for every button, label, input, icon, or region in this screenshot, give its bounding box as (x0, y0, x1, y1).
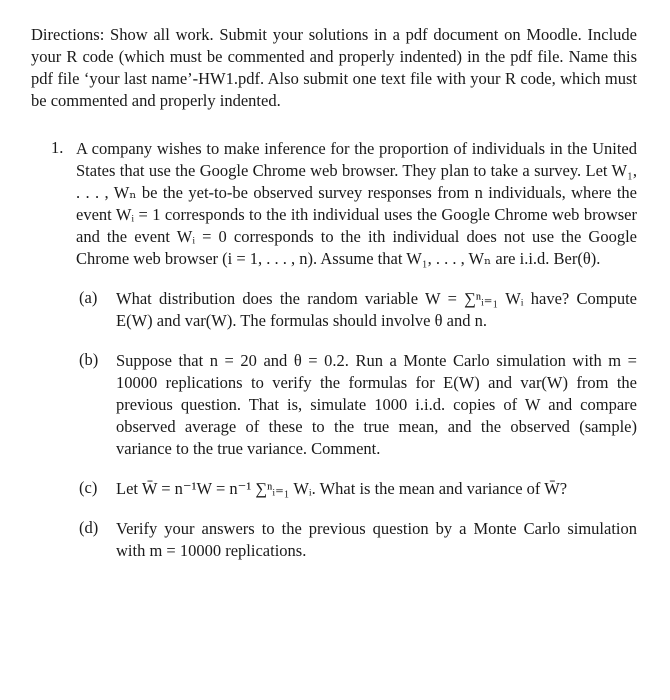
part-text: Suppose that n = 20 and θ = 0.2. Run a Monte Carlo simulation with m = 10000 replications to verify the formulas for E(W) and var(W) from the previous question. That is, simulate 1000 i.i.d. copies of W and compare observed average of these to the true mean, and the observed (sample) variance to the true variance. Comment. (116, 351, 637, 458)
directions-paragraph: Directions: Show all work. Submit your solutions in a pdf document on Moodle. Include your R code (which must be commented and properly indented) in the pdf file. Name this pdf file ‘your last name’-HW1.pdf. Also submit one text file with your R code, which must be commented and properly indented. (31, 25, 637, 110)
part-label: (d) (79, 518, 99, 537)
problem-1 (31, 138, 637, 562)
part-label: (c) (79, 478, 98, 497)
part-c (76, 478, 637, 500)
part-text: Let W̄ = n⁻¹W = n⁻¹ ∑ⁿᵢ₌₁ Wᵢ. What is the mean and variance of W̄? (116, 479, 568, 498)
part-d (76, 518, 637, 562)
part-a (76, 288, 637, 332)
problem-parts (76, 288, 637, 562)
part-b (76, 350, 637, 460)
problem-number: 1. (51, 138, 64, 157)
part-label: (a) (79, 288, 98, 307)
part-label: (b) (79, 350, 99, 369)
homework-page (31, 24, 637, 580)
problem-statement: A company wishes to make inference for the proportion of individuals in the United States that use the Google Chrome web browser. They plan to take a survey. Let W₁, . . . , Wₙ be the yet-to-be observed survey responses from n individuals, where the event Wᵢ = 1 corresponds to the ith individual uses the Google Chrome web browser and the event Wᵢ = 0 corresponds to the ith individual does not use the Google Chrome web browser (i = 1, . . . , n). Assume that W₁, . . . , Wₙ are i.i.d. Ber(θ). (76, 139, 637, 268)
part-text: Verify your answers to the previous question by a Monte Carlo simulation with m = 10000 replications. (116, 519, 637, 560)
part-text: What distribution does the random variable W = ∑ⁿᵢ₌₁ Wᵢ have? Compute E(W) and var(W). The formulas should involve θ and n. (116, 289, 637, 330)
